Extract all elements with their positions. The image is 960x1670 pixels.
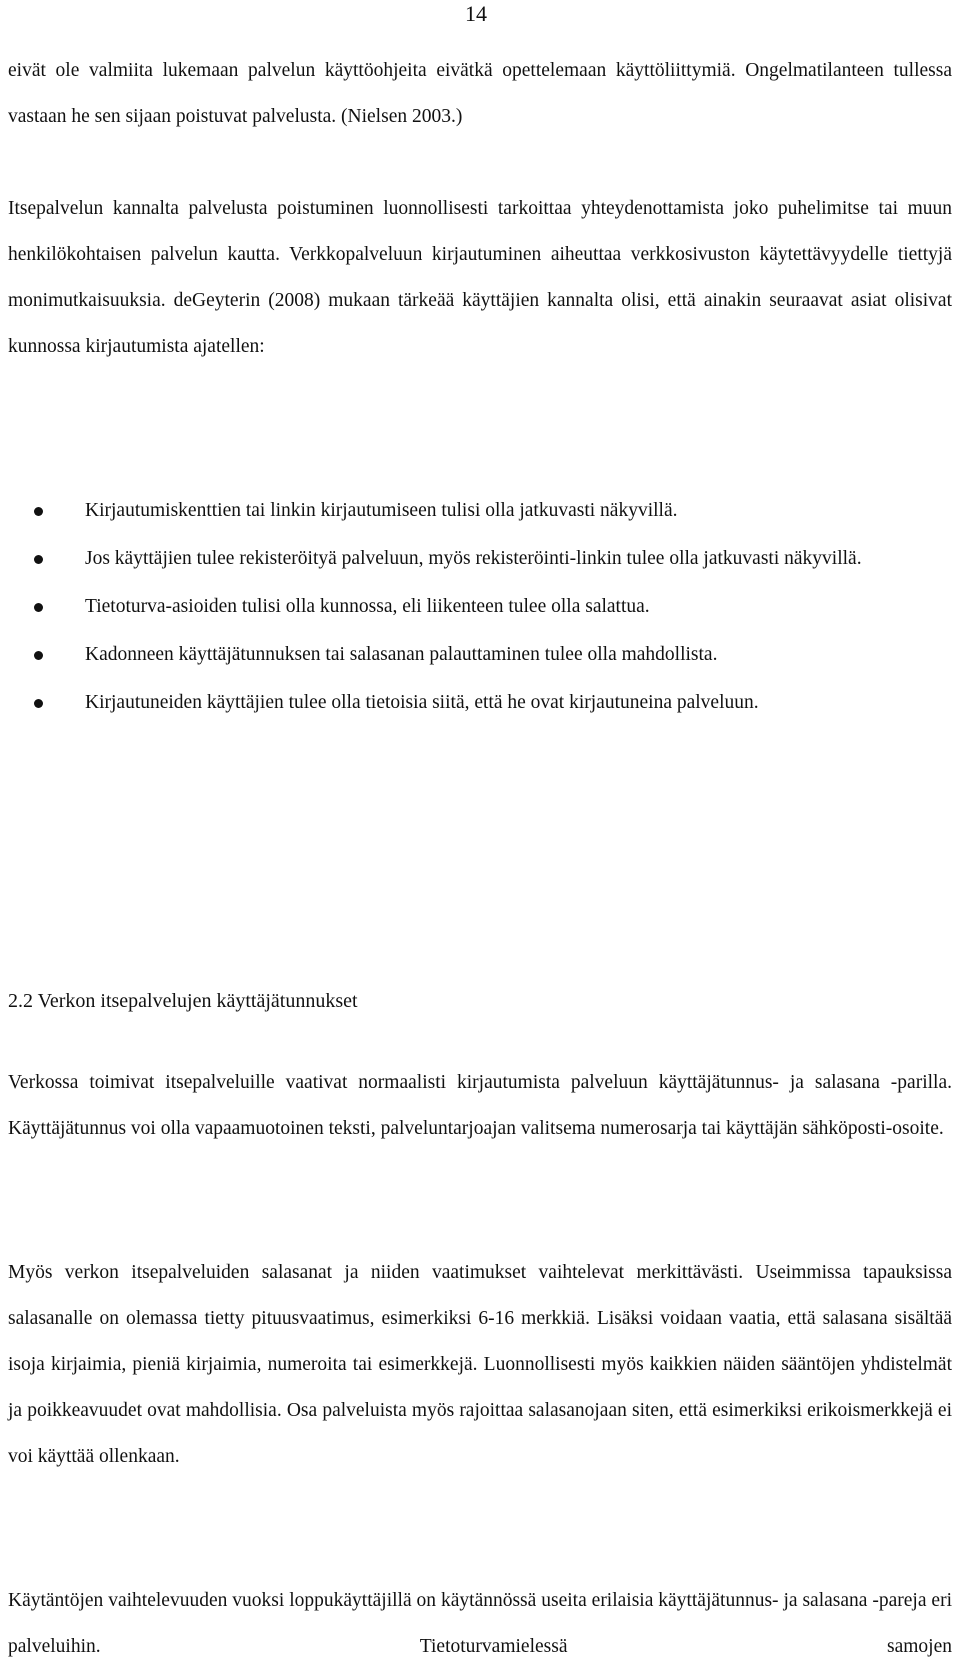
list-item-text: Kirjautumiskenttien tai linkin kirjautumiseen tulisi olla jatkuvasti näkyvillä.: [85, 500, 678, 521]
section-heading: 2.2 Verkon itsepalvelujen käyttäjätunnukset: [8, 990, 358, 1012]
list-item: [8, 536, 952, 582]
bullet-icon: [34, 699, 43, 708]
list-item: [8, 584, 952, 630]
paragraph-practices: Käytäntöjen vaihtelevuuden vuoksi loppukäyttäjillä on käytännössä useita erilaisia käyttäjätunnus- ja salasana -pareja eri palveluihin. Tietoturvamielessä samojen: [8, 1590, 952, 1657]
list-item-text: Kirjautuneiden käyttäjien tulee olla tietoisia siitä, että he ovat kirjautuneina palveluun.: [85, 692, 759, 713]
list-item-text: Jos käyttäjien tulee rekisteröityä palveluun, myös rekisteröinti-linkin tulee olla jatkuvasti näkyvillä.: [85, 548, 862, 569]
list-item-text: Kadonneen käyttäjätunnuksen tai salasanan palauttaminen tulee olla mahdollista.: [85, 644, 718, 665]
list-item-text: Tietoturva-asioiden tulisi olla kunnossa, eli liikenteen tulee olla salattua.: [85, 596, 650, 617]
list-item: [8, 632, 952, 678]
paragraph-passwords: Myös verkon itsepalveluiden salasanat ja niiden vaatimukset vaihtelevat merkittävästi. Useimmissa tapauksissa salasanalle on olemassa tietty pituusvaatimus, esimerkiksi 6-16 merkkiä. Lisäksi voidaan vaatia, että salasana sisältää isoja kirjaimia, pieniä kirjaimia, numeroita tai esimerkkejä. Luonnollisesti myös kaikkien näiden sääntöjen yhdistelmät ja poikkeavuudet ovat mahdollisia. Osa palveluista myös rajoittaa salasanojaan siten, että esimerkiksi erikoismerkkejä ei voi käyttää ollenkaan.: [8, 1262, 952, 1467]
bullet-icon: [34, 555, 43, 564]
bullet-icon: [34, 603, 43, 612]
paragraph-intro: eivät ole valmiita lukemaan palvelun käyttöohjeita eivätkä opettelemaan käyttöliittymiä. Ongelmatilanteen tullessa vastaan he sen sijaan poistuvat palvelusta. (Nielsen 2003.): [8, 60, 952, 127]
paragraph-login-pairs: Verkossa toimivat itsepalveluille vaativat normaalisti kirjautumista palveluun käyttäjätunnus- ja salasana -parilla. Käyttäjätunnus voi olla vapaamuotoinen teksti, palveluntarjoajan valitsema numerosarja tai käyttäjän sähköposti-osoite.: [8, 1072, 952, 1139]
bullet-icon: [34, 507, 43, 516]
paragraph-self-service: Itsepalvelun kannalta palvelusta poistuminen luonnollisesti tarkoittaa yhteydenottamista joko puhelimitse tai muun henkilökohtaisen palvelun kautta. Verkkopalveluun kirjautuminen aiheuttaa verkkosivuston käytettävyydelle tiettyjä monimutkaisuuksia. deGeyterin (2008) mukaan tärkeää käyttäjien kannalta olisi, että ainakin seuraavat asiat olisivat kunnossa kirjautumista ajatellen:: [8, 198, 952, 357]
page-number: 14: [465, 1, 487, 26]
bullet-icon: [34, 651, 43, 660]
list-item: [8, 488, 952, 534]
login-requirements-list: [8, 488, 952, 726]
list-item: [8, 680, 952, 726]
